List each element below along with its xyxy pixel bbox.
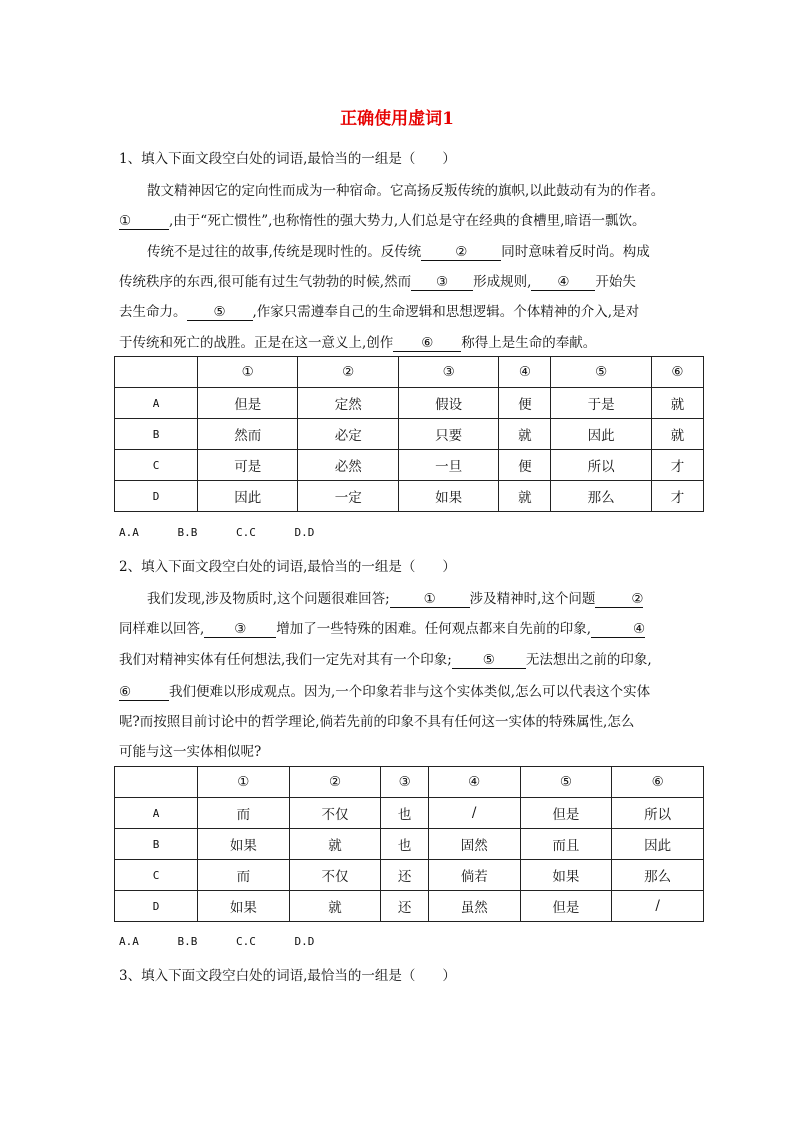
question-1-stem: 1、填入下面文段空白处的词语,最恰当的一组是（ ） [119,151,456,167]
table-row: B 然而 必定 只要 就 因此 就 [115,419,704,450]
q2-paragraph-line: 同样难以回答, ③ 增加了一些特殊的困难。任何观点都来自先前的印象, ④ [119,621,646,637]
table-row: B 如果 就 也 固然 而且 因此 [115,829,704,860]
blank-5: ⑤ [187,305,253,321]
table-header-row: ① ② ③ ④ ⑤ ⑥ [115,357,704,388]
q2-paragraph-line: 呢?而按照目前讨论中的哲学理论,倘若先前的印象不具有任何这一实体的特殊属性,怎么 [119,714,635,730]
q1-paragraph-line: 传统秩序的东西,很可能有过生气勃勃的时候,然而 ③ 形成规则, ④ 开始失 [119,274,636,290]
table-header-row: ① ② ③ ④ ⑤ ⑥ [115,767,704,798]
blank-1: ① [119,214,169,230]
option-d[interactable]: D.D [294,526,315,539]
q2-options-table [114,766,704,922]
blank-6: ⑥ [119,685,169,701]
q2-paragraph-line: ⑥ 我们便难以形成观点。因为,一个印象若非与这个实体类似,怎么可以代表这个实体 [119,684,651,700]
option-a[interactable]: A.A [119,935,139,948]
blank-1: ① [390,592,470,608]
blank-3: ③ [204,622,276,638]
option-c[interactable]: C.C [236,526,256,539]
blank-2: ② [595,592,643,608]
q1-paragraph-line: 去生命力。 ⑤ ,作家只需遵奉自己的生命逻辑和思想逻辑。个体精神的介入,是对 [119,304,640,320]
table-row: A 而 不仅 也 / 但是 所以 [115,798,704,829]
page-title: 正确使用虚词1 [340,109,454,129]
option-c[interactable]: C.C [236,935,256,948]
blank-5: ⑤ [452,653,526,669]
blank-4: ④ [531,275,595,291]
q1-paragraph-line: 传统不是过往的故事,传统是现时性的。反传统 ② 同时意味着反时尚。构成 [147,244,650,260]
table-row: D 因此 一定 如果 就 那么 才 [115,481,704,512]
option-a[interactable]: A.A [119,526,139,539]
table-row: D 如果 就 还 虽然 但是 / [115,891,704,922]
blank-6: ⑥ [393,336,461,352]
q1-answer-options [119,526,346,539]
q1-options-table [114,356,704,512]
q2-paragraph-line: 可能与这一实体相似呢? [119,744,262,760]
table-row: A 但是 定然 假设 便 于是 就 [115,388,704,419]
option-b[interactable]: B.B [177,935,198,948]
blank-3: ③ [411,275,473,291]
table-row: C 可是 必然 一旦 便 所以 才 [115,450,704,481]
blank-4: ④ [591,622,645,638]
question-2-stem: 2、填入下面文段空白处的词语,最恰当的一组是（ ） [119,559,456,575]
q2-paragraph-line: 我们发现,涉及物质时,这个问题很难回答; ① 涉及精神时,这个问题 ② [147,591,644,607]
option-d[interactable]: D.D [294,935,315,948]
q2-answer-options [119,935,346,948]
question-3-stem: 3、填入下面文段空白处的词语,最恰当的一组是（ ） [119,968,456,984]
option-b[interactable]: B.B [177,526,198,539]
table-row: C 而 不仅 还 倘若 如果 那么 [115,860,704,891]
q1-paragraph-line: ① ,由于“死亡惯性”,也称惰性的强大势力,人们总是守在经典的食槽里,暗语一瓢饮。 [119,213,646,229]
blank-2: ② [421,245,501,261]
q1-paragraph-line: 于传统和死亡的战胜。正是在这一意义上,创作 ⑥ 称得上是生命的奉献。 [119,335,597,351]
q1-paragraph-line: 散文精神因它的定向性而成为一种宿命。它高扬反叛传统的旗帜,以此鼓动有为的作者。 [147,183,665,199]
q2-paragraph-line: 我们对精神实体有任何想法,我们一定先对其有一个印象; ⑤ 无法想出之前的印象, [119,652,652,668]
